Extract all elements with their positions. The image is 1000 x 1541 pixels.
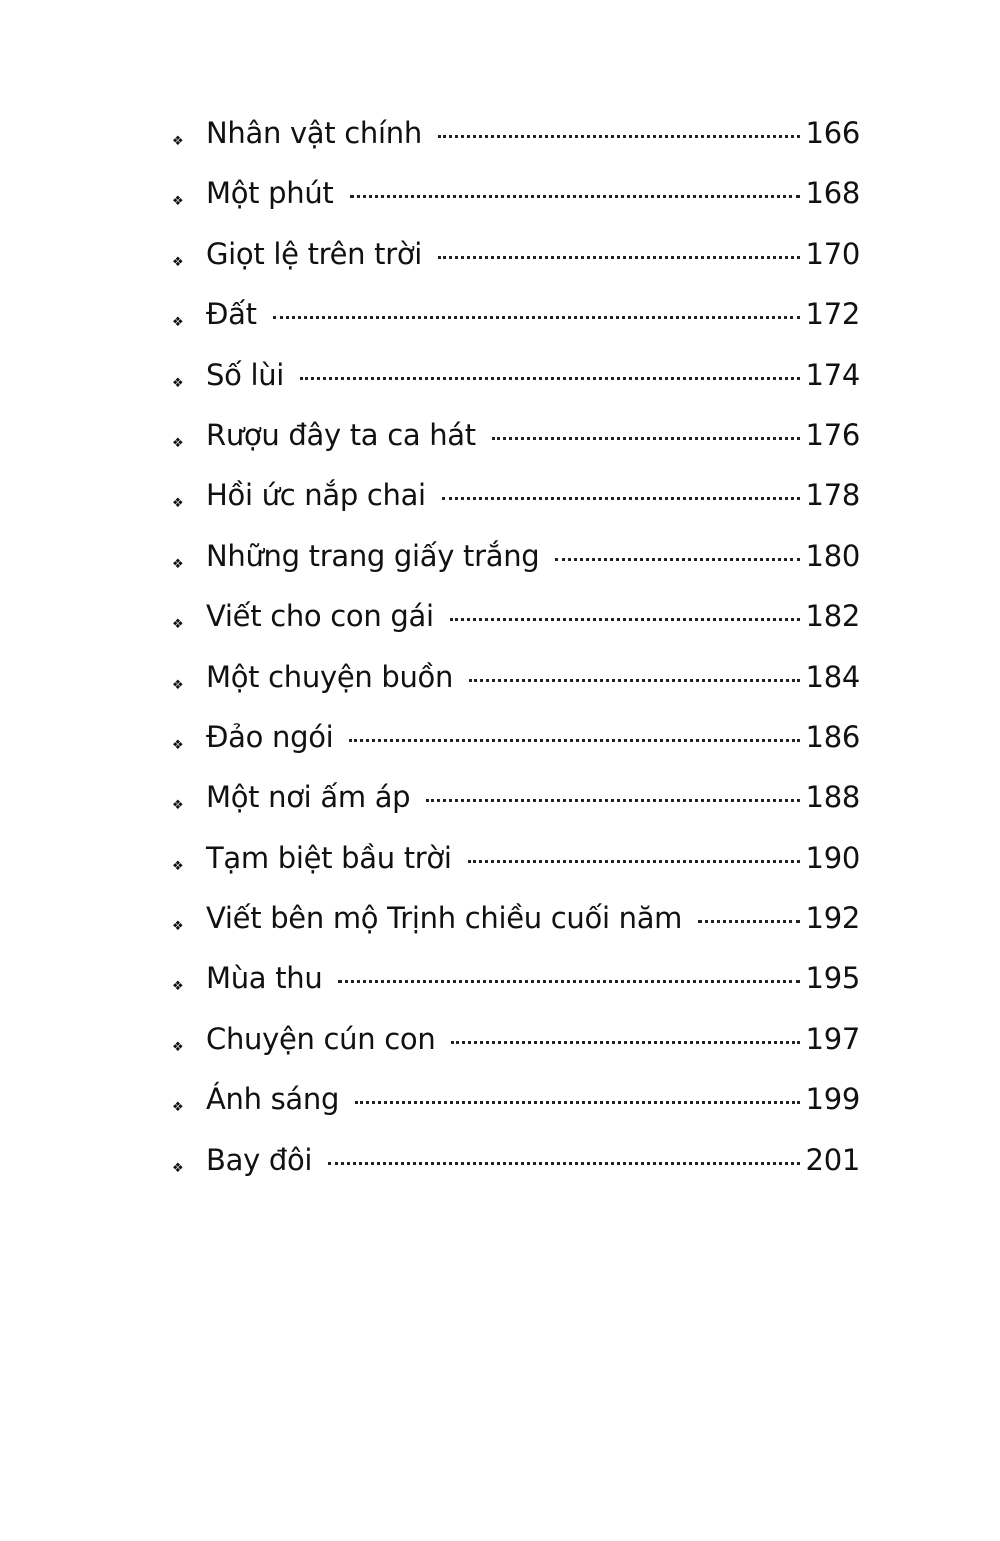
entry-title: Tạm biệt bầu trời	[206, 840, 452, 875]
toc-entry	[170, 961, 860, 1021]
toc-entry	[170, 1143, 860, 1203]
dot-leader	[468, 860, 800, 863]
dot-leader	[469, 679, 799, 682]
dot-leader	[355, 1101, 799, 1104]
dot-leader	[349, 739, 799, 742]
page-number: 176	[805, 417, 860, 452]
entry-title: Ánh sáng	[206, 1082, 340, 1117]
entry-title: Viết cho con gái	[206, 599, 434, 634]
entry-title: Một phút	[206, 176, 334, 211]
diamond-bullet-icon: ❖	[172, 919, 184, 935]
page-number: 168	[805, 176, 860, 211]
diamond-bullet-icon: ❖	[172, 134, 184, 149]
dot-leader	[350, 195, 800, 198]
page-number: 201	[805, 1142, 860, 1177]
entry-title: Số lùi	[206, 357, 285, 392]
toc-entry	[170, 780, 860, 840]
toc-entry	[170, 358, 860, 418]
page-number: 199	[805, 1082, 860, 1117]
dot-leader	[555, 558, 799, 561]
diamond-bullet-icon: ❖	[172, 1160, 184, 1176]
diamond-bullet-icon: ❖	[172, 798, 184, 814]
entry-title: Đảo ngói	[206, 719, 334, 754]
table-of-contents	[170, 116, 860, 1203]
page-number: 170	[805, 236, 860, 271]
dot-leader	[438, 135, 800, 138]
diamond-bullet-icon: ❖	[172, 1039, 184, 1055]
page-number: 166	[805, 116, 860, 150]
diamond-bullet-icon: ❖	[172, 979, 184, 995]
toc-entry	[170, 1082, 860, 1142]
entry-title: Đất	[206, 297, 257, 332]
page-number: 172	[805, 297, 860, 332]
toc-entry	[170, 539, 860, 599]
toc-entry	[170, 478, 860, 538]
diamond-bullet-icon: ❖	[172, 737, 184, 753]
page-number: 184	[805, 659, 860, 694]
dot-leader	[442, 497, 800, 500]
entry-title: Mùa thu	[206, 961, 323, 996]
entry-title: Chuyện cún con	[206, 1021, 436, 1056]
page-number: 174	[805, 357, 860, 392]
toc-entry	[170, 720, 860, 780]
diamond-bullet-icon: ❖	[172, 1100, 184, 1116]
page-number: 186	[805, 719, 860, 754]
diamond-bullet-icon: ❖	[172, 254, 184, 270]
page-number: 178	[805, 478, 860, 513]
page-number: 195	[805, 961, 860, 996]
dot-leader	[328, 1162, 799, 1165]
toc-entry	[170, 599, 860, 659]
dot-leader	[300, 377, 799, 380]
dot-leader	[451, 1041, 799, 1044]
toc-entry	[170, 660, 860, 720]
dot-leader	[438, 256, 799, 259]
toc-entry	[170, 237, 860, 297]
diamond-bullet-icon: ❖	[172, 858, 184, 874]
page-number: 197	[805, 1021, 860, 1056]
dot-leader	[698, 920, 799, 923]
dot-leader	[492, 437, 800, 440]
entry-title: Nhân vật chính	[206, 116, 422, 150]
toc-entry	[170, 176, 860, 236]
entry-title: Một chuyện buồn	[206, 659, 454, 694]
page-number: 182	[805, 599, 860, 634]
toc-entry	[170, 297, 860, 357]
entry-title: Bay đôi	[206, 1142, 313, 1177]
page-number: 190	[805, 840, 860, 875]
entry-title: Viết bên mộ Trịnh chiều cuối năm	[206, 901, 683, 936]
diamond-bullet-icon: ❖	[172, 194, 184, 210]
toc-entry	[170, 1022, 860, 1082]
diamond-bullet-icon: ❖	[172, 496, 184, 512]
dot-leader	[450, 618, 800, 621]
diamond-bullet-icon: ❖	[172, 315, 184, 331]
entry-title: Một nơi ấm áp	[206, 780, 411, 815]
entry-title: Hồi ức nắp chai	[206, 478, 426, 513]
diamond-bullet-icon: ❖	[172, 375, 184, 391]
diamond-bullet-icon: ❖	[172, 556, 184, 572]
diamond-bullet-icon: ❖	[172, 617, 184, 633]
diamond-bullet-icon: ❖	[172, 435, 184, 451]
diamond-bullet-icon: ❖	[172, 677, 184, 693]
page-number: 188	[805, 780, 860, 815]
toc-entry	[170, 116, 860, 176]
entry-title: Giọt lệ trên trời	[206, 236, 423, 271]
toc-entry	[170, 841, 860, 901]
toc-entry	[170, 418, 860, 478]
dot-leader	[426, 799, 799, 802]
dot-leader	[338, 980, 799, 983]
toc-entry	[170, 901, 860, 961]
dot-leader	[273, 316, 800, 319]
entry-title: Rượu đây ta ca hát	[206, 417, 476, 452]
entry-title: Những trang giấy trắng	[206, 538, 540, 573]
page-number: 180	[805, 538, 860, 573]
page-number: 192	[805, 901, 860, 936]
